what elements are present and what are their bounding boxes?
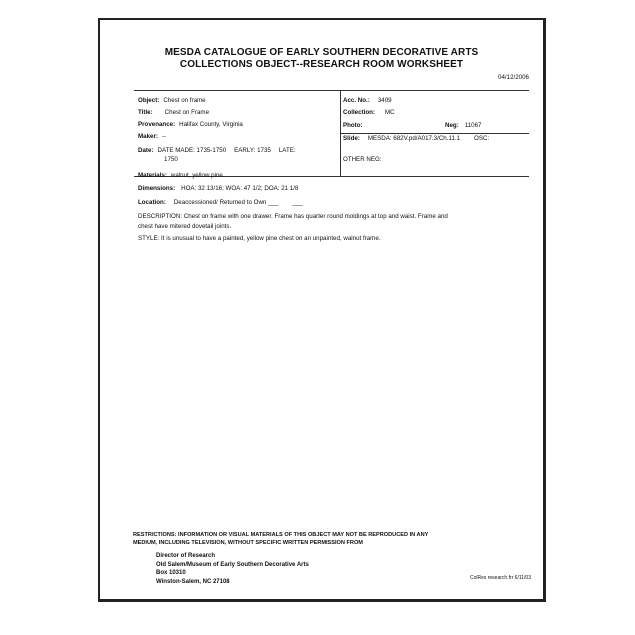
right-column-rule — [340, 133, 529, 134]
maker-field: Maker: -- — [138, 133, 167, 140]
other-neg-field: OTHER NEG: — [343, 156, 382, 163]
address-line: Box 10310 — [156, 570, 186, 577]
photo-field: Photo: — [343, 122, 363, 129]
worksheet-page — [98, 18, 546, 602]
title-line-1: MESDA CATALOGUE OF EARLY SOUTHERN DECORATIVE ARTS — [164, 47, 479, 58]
title-field: Title: Chest on Frame — [138, 109, 210, 116]
date-field: Date: DATE MADE: 1735-1750 EARLY: 1735 LATE: — [138, 147, 296, 154]
location-field: Location: Deaccessioned/ Returned to Own ___ ___ — [138, 199, 303, 206]
title-line-2: COLLECTIONS OBJECT--RESEARCH ROOM WORKSHEET — [179, 59, 464, 70]
header-rule — [134, 90, 529, 91]
description-line-2: chest have mitered dovetail joints. — [138, 223, 232, 230]
description-line-1: DESCRIPTION: Chest on frame with one drawer. Frame has quarter round moldings at top and waist. Frame and — [138, 213, 448, 220]
materials-field: Materials: walnut, yellow pine — [138, 172, 223, 179]
neg-field: Neg: 11067 — [445, 122, 482, 129]
address-line: Old Salem/Museum of Early Southern Decorative Arts — [156, 561, 309, 568]
address-line: Winston-Salem, NC 27108 — [156, 578, 230, 585]
provenance-field: Provenance: Halifax County, Virginia — [138, 121, 243, 128]
style-note: STYLE: It is unusual to have a painted, yellow pine chest on an unpainted, walnut frame. — [138, 235, 381, 242]
dimensions-field: Dimensions: HOA: 32 13/16; WOA: 47 1/2; DOA: 21 1/8 — [138, 185, 299, 192]
slide-field: Slide: MESDA: 682V.pd/A017.3/Ch.11.1 OSC: — [343, 135, 490, 142]
address-line: Director of Research — [156, 553, 216, 559]
acc-no-field: Acc. No.: 3409 — [343, 97, 392, 104]
contact-address — [156, 552, 309, 586]
form-id: ColRes research.frr 6/11/03 — [469, 575, 531, 581]
date-late-value: 1750 — [164, 156, 178, 163]
object-field: Object: Chest on frame — [138, 97, 206, 104]
collection-field: Collection: MC — [343, 109, 395, 116]
restrictions-notice: RESTRICTIONS: INFORMATION OR VISUAL MATERIALS OF THIS OBJECT MAY NOT BE REPRODUCED IN ANY MEDIUM, INCLUDING TELEVISION, WITHOUT SPECIFIC WRITTEN PERMISSION FROM — [133, 532, 429, 546]
worksheet-date: 04/12/2006 — [498, 74, 529, 81]
